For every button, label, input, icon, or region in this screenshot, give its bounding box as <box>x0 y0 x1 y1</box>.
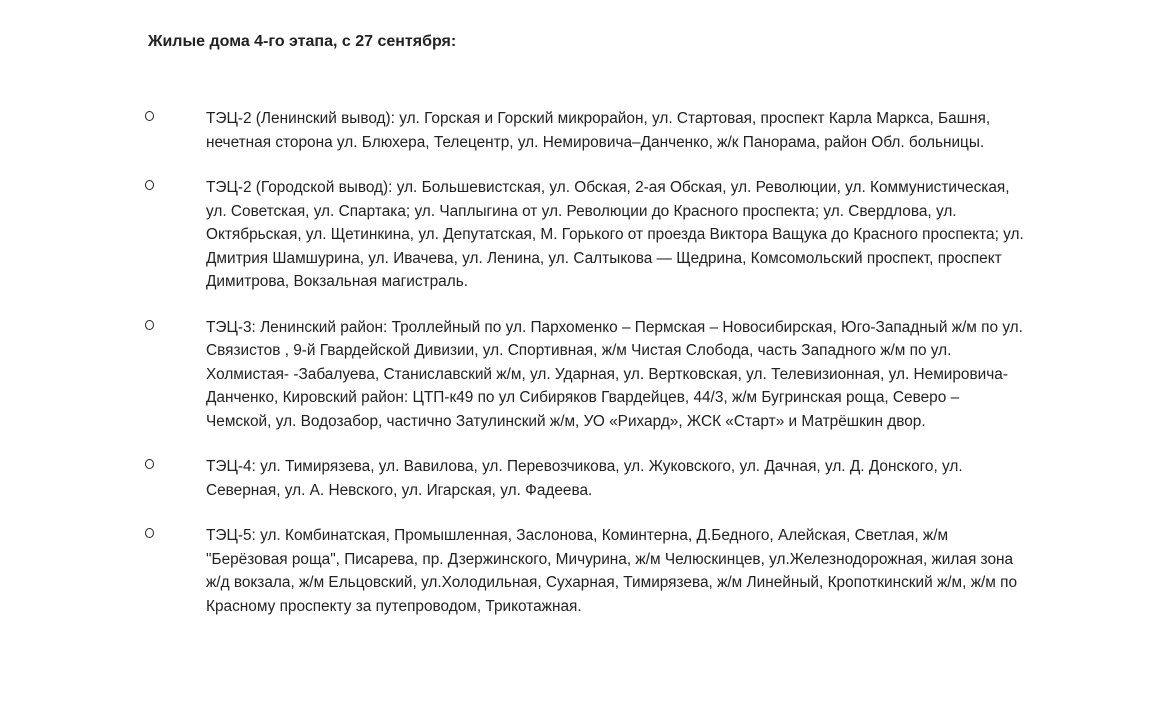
list-item-text: ТЭЦ-2 (Ленинский вывод): ул. Горская и Горский микрорайон, ул. Стартовая, проспект Карла Маркса, Башня, нечетная сторона ул. Блюхера, Телецентр, ул. Немировича–Данченко, ж/к Панорама, район Обл. больницы. <box>206 110 991 151</box>
list-item-text: ТЭЦ-4: ул. Тимирязева, ул. Вавилова, ул. Перевозчикова, ул. Жуковского, ул. Дачная, ул. Д. Донского, ул. Северная, ул. А. Невского, ул. Игарская, ул. Фадеева. <box>206 458 963 499</box>
list-item-text: ТЭЦ-3: Ленинский район: Троллейный по ул. Пархоменко – Пермская – Новосибирская, Юго-Западный ж/м по ул. Связистов , 9-й Гвардейской Дивизии, ул. Спортивная, ж/м Чистая Слобода, часть Западного ж/м по ул. Холмистая- -Забалуева, Станиславский ж/м, ул. Ударная, ул. Вертковская, ул. Телевизионная, ул. Немировича-Данченко, Кировский район: ЦТП-к49 по ул Сибиряков Гвардейцев, 44/3, ж/м Бугринская роща, Северо – Чемской, ул. Водозабор, частично Затулинский ж/м, УО «Рихард», ЖСК «Старт» и Матрёшкин двор. <box>206 318 1023 430</box>
list-item-text: ТЭЦ-2 (Городской вывод): ул. Большевистская, ул. Обская, 2-ая Обская, ул. Революции, ул. Коммунистическая, ул. Советская, ул. Спартака; ул. Чаплыгина от ул. Революции до Красного проспекта; ул. Свердлова, ул. Октябрьская, ул. Щетинкина, ул. Депутатская, М. Горького от проезда Виктора Ващука до Красного проспекта; ул. Дмитрия Шамшурина, ул. Ивачева, ул. Ленина, ул. Салтыкова — Щедрина, Комсомольский проспект, проспект Димитрова, Вокзальная магистраль. <box>206 179 1024 290</box>
heating-schedule-list <box>0 107 1159 640</box>
list-item-tec2-gorodskoy <box>0 176 1159 294</box>
bullet-icon <box>145 111 154 121</box>
bullet-icon <box>145 180 154 190</box>
list-item-tec3 <box>0 316 1159 434</box>
bullet-icon <box>145 320 154 330</box>
list-item-tec5 <box>0 524 1159 618</box>
list-item-tec4 <box>0 455 1159 502</box>
list-item-tec2-leninsky <box>0 107 1159 154</box>
section-heading: Жилые дома 4-го этапа, с 27 сентября: <box>148 33 457 50</box>
bullet-icon <box>145 528 154 538</box>
bullet-icon <box>145 459 154 469</box>
list-item-text: ТЭЦ-5: ул. Комбинатская, Промышленная, Заслонова, Коминтерна, Д.Бедного, Алейская, Светлая, ж/м "Берёзовая роща", Писарева, пр. Дзержинского, Мичурина, ж/м Челюскинцев, ул.Железнодорожная, жилая зона ж/д вокзала, ж/м Ельцовский, ул.Холодильная, Сухарная, Тимирязева, ж/м Линейный, Кропоткинский ж/м, ж/м по Красному проспекту за путепроводом, Трикотажная. <box>206 527 1018 615</box>
